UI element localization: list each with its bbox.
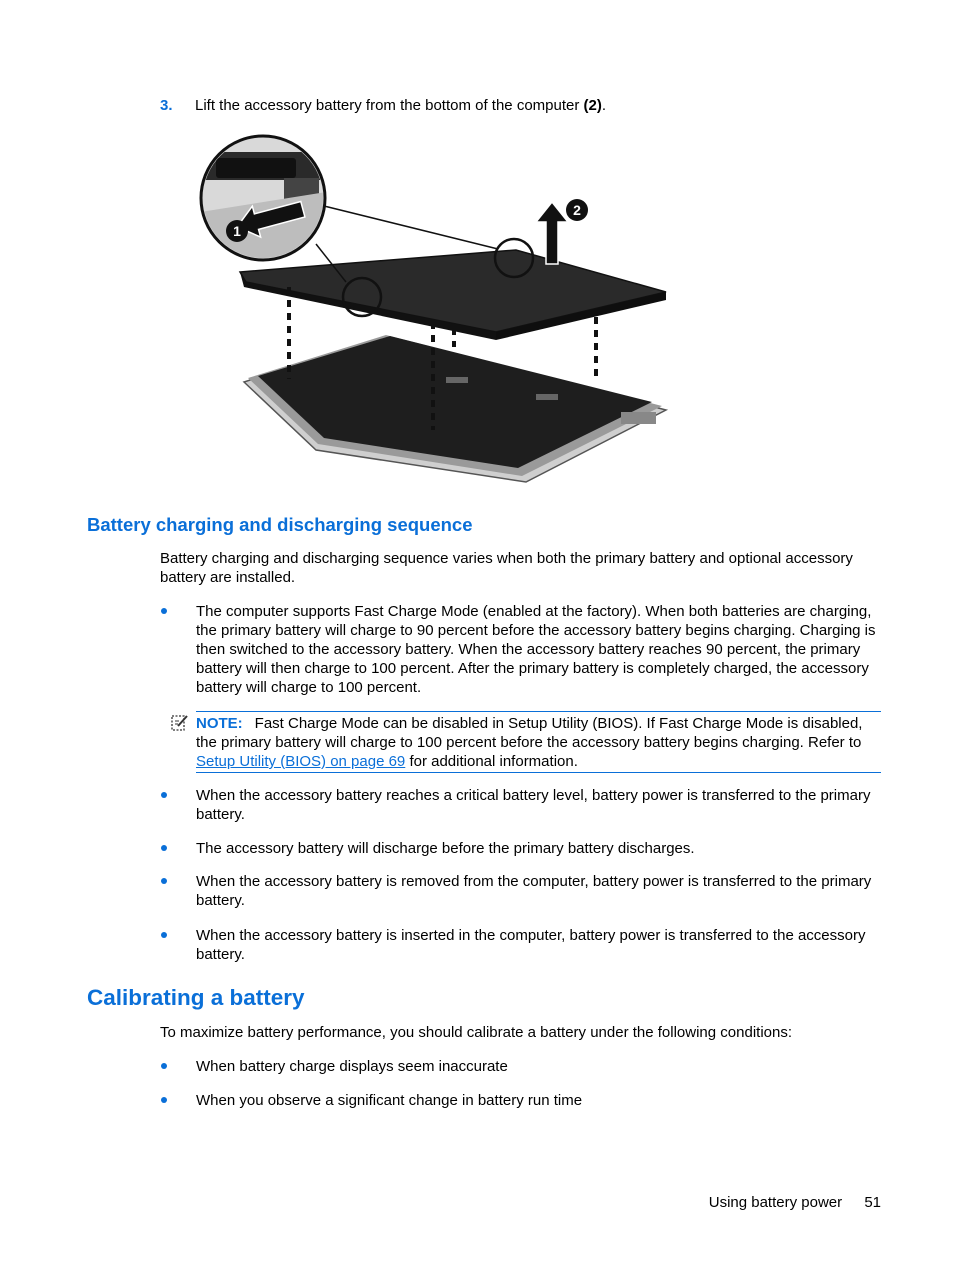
- page-footer: [709, 1193, 881, 1212]
- callout-1-label: 1: [233, 223, 241, 239]
- bullet-icon: [161, 845, 167, 851]
- setup-utility-link[interactable]: Setup Utility (BIOS) on page 69: [196, 753, 406, 770]
- bullet-icon: [161, 1063, 167, 1069]
- battery-removal-figure: [196, 132, 676, 492]
- accessory-battery: [240, 250, 666, 332]
- charging-bullet-3: The accessory battery will discharge before the primary battery discharges.: [196, 840, 695, 857]
- charging-intro: Battery charging and discharging sequence varies when both the primary battery and optional accessory battery are installed.: [160, 550, 853, 586]
- bullet-icon: [161, 932, 167, 938]
- charging-bullet-5: When the accessory battery is inserted in the computer, battery power is transferred to the accessory battery.: [196, 927, 866, 963]
- page-number: 51: [864, 1194, 881, 1211]
- calibrating-bullet-1: When battery charge displays seem inaccurate: [196, 1058, 508, 1075]
- step-number: 3.: [160, 97, 173, 114]
- step-3: [160, 96, 607, 115]
- bullet-icon: [161, 1097, 167, 1103]
- bullet-icon: [161, 792, 167, 798]
- callout-2-label: 2: [573, 202, 581, 218]
- section-heading-calibrating: Calibrating a battery: [87, 985, 305, 1010]
- section-heading-charging: Battery charging and discharging sequence: [87, 514, 473, 535]
- charging-bullet-2: When the accessory battery reaches a critical battery level, battery power is transferred to the primary battery.: [196, 787, 871, 823]
- charging-bullet-1: The computer supports Fast Charge Mode (enabled at the factory). When both batteries are charging, the primary battery will charge to 90 percent before the accessory battery begins charging. Charging is then switched to the accessory battery. When the accessory battery reaches 90 percent, the primary battery will then charge to 100 percent. After the primary battery is completely charged, the accessory battery will charge to 100 percent.: [196, 603, 876, 696]
- lift-arrow-icon: [536, 202, 568, 264]
- note-text: NOTE: Fast Charge Mode can be disabled in Setup Utility (BIOS). If Fast Charge Mode is disabled, the primary battery will charge to 100 percent before the accessory battery begins charging. Refer to Setup Utility (BIOS) on page 69 for additional information.: [196, 715, 863, 770]
- bullet-icon: [161, 878, 167, 884]
- calibrating-bullet-2: When you observe a significant change in battery run time: [196, 1092, 583, 1109]
- calibrating-intro: To maximize battery performance, you should calibrate a battery under the following conditions:: [160, 1024, 792, 1041]
- charging-bullet-4: When the accessory battery is removed from the computer, battery power is transferred to the primary battery.: [196, 873, 872, 909]
- step-text: Lift the accessory battery from the bottom of the computer (2).: [195, 97, 607, 114]
- footer-section-title: Using battery power: [708, 1194, 843, 1211]
- battery-illustration: [196, 132, 676, 492]
- note-label: NOTE:: [196, 715, 243, 732]
- bullet-icon: [161, 608, 167, 614]
- note-icon: [170, 713, 190, 733]
- note-box: [196, 711, 881, 773]
